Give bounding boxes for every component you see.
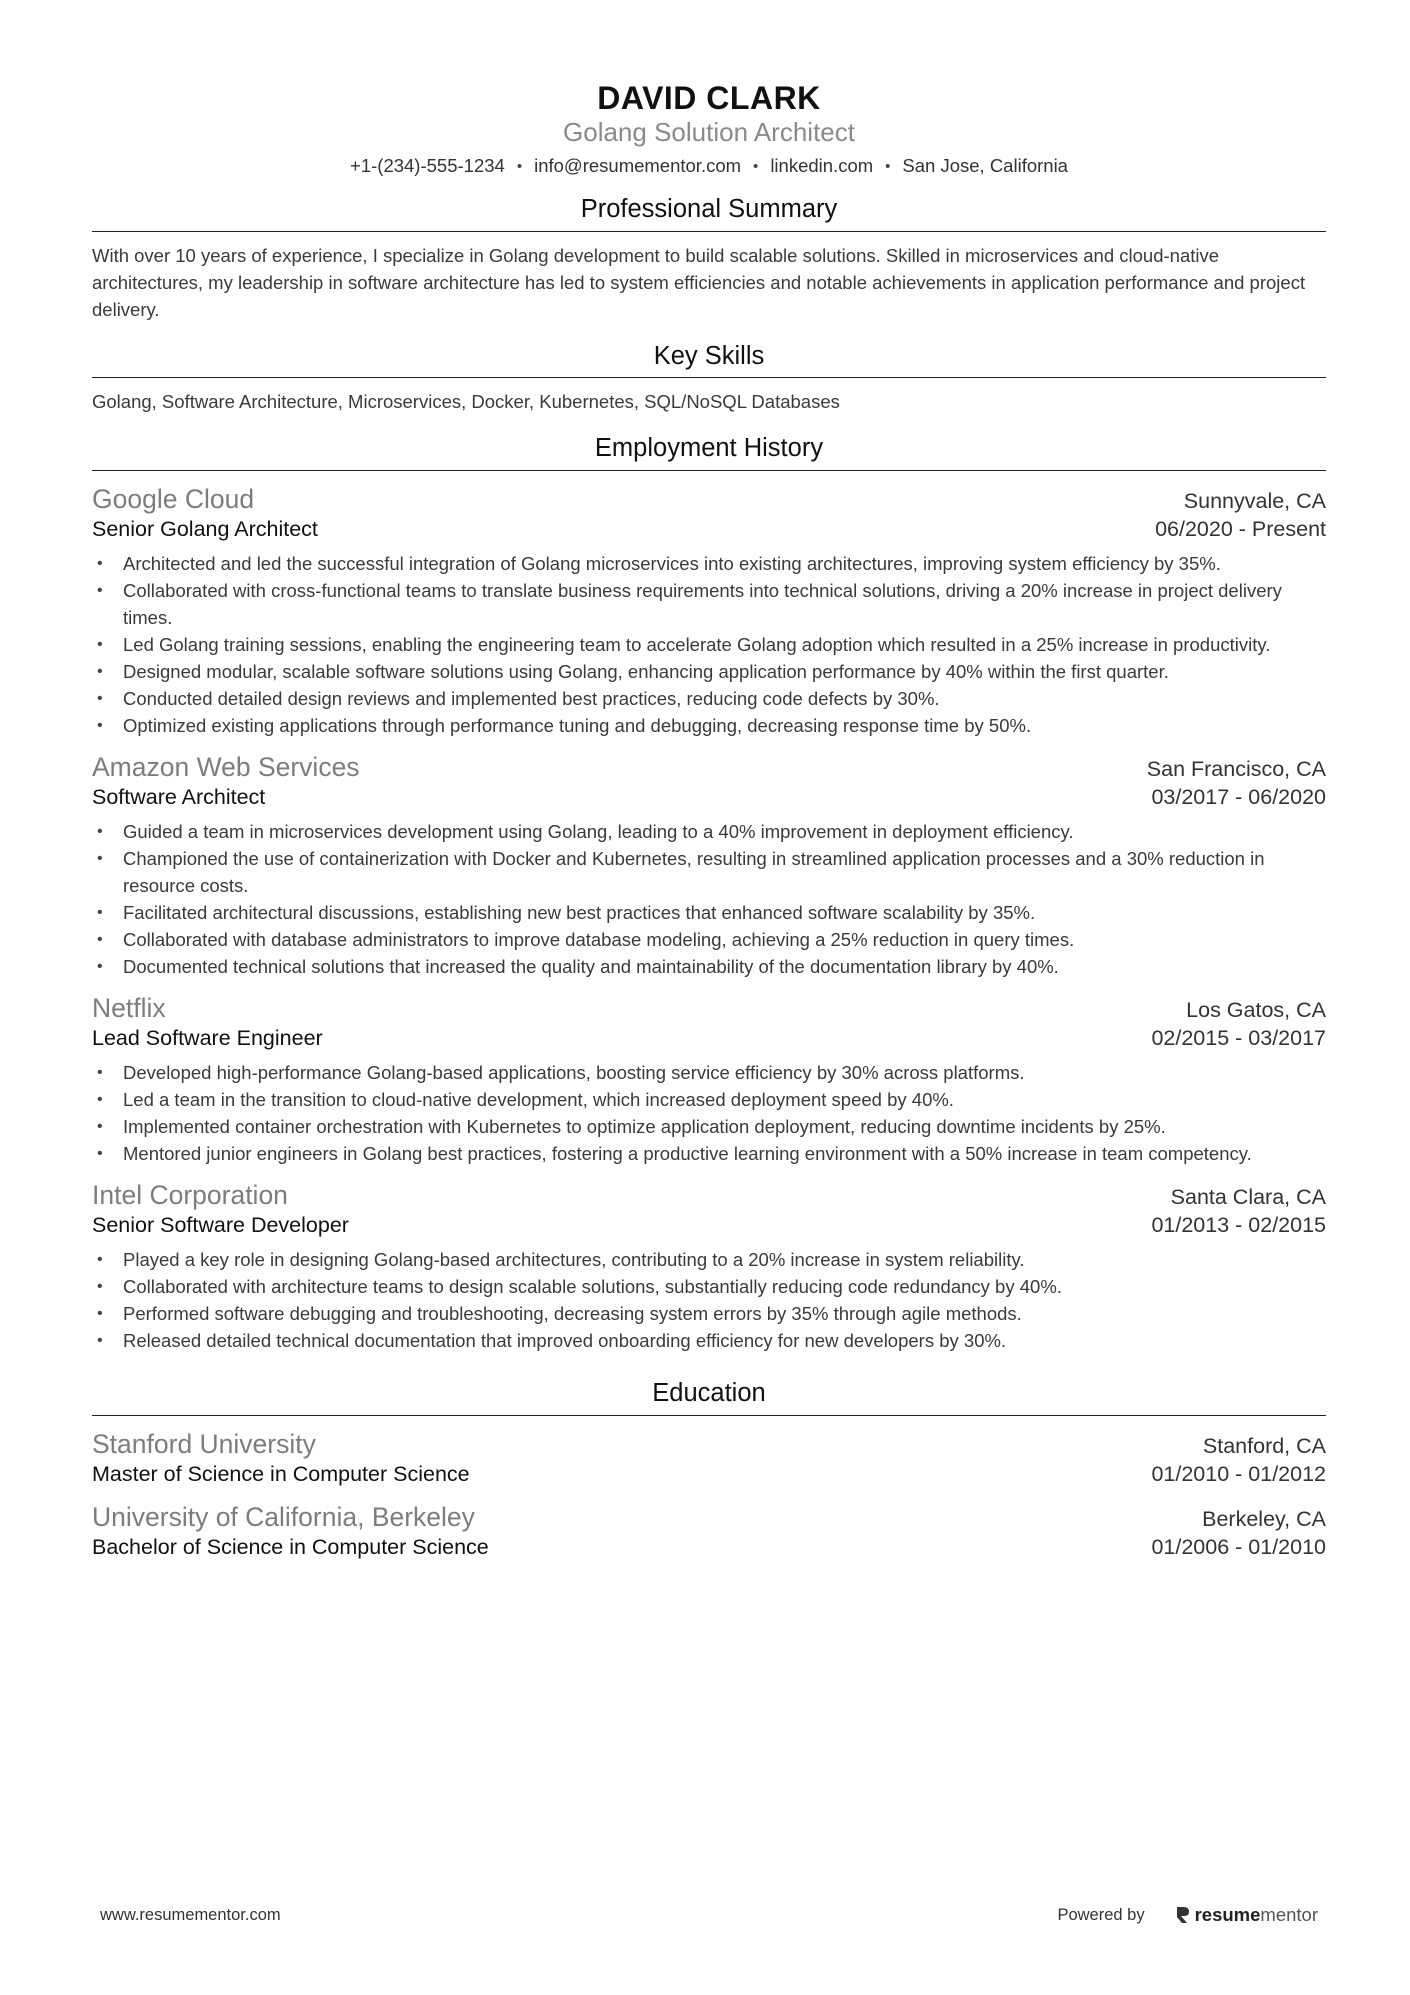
job-role-row — [92, 1025, 1326, 1053]
bullet-separator: • — [516, 157, 523, 175]
bullet-separator: • — [885, 157, 891, 175]
list-item: • Architected and led the successful integration of Golang microservices into existing architectures, improving system efficiency by 35%. — [92, 550, 1326, 577]
job-location: Los Gatos, CA — [1186, 997, 1326, 1022]
company-name: Amazon Web Services — [92, 751, 360, 782]
section-heading: Professional Summary — [92, 194, 1326, 232]
job-role: Senior Software Developer — [92, 1213, 349, 1238]
job-entry — [92, 751, 1326, 980]
bullet-separator: • — [753, 157, 759, 175]
list-item: • Led Golang training sessions, enabling the engineering team to accelerate Golang adoption which resulted in a 25% increase in productivity. — [92, 631, 1326, 658]
company-name: Netflix — [92, 992, 166, 1023]
candidate-title: Golang Solution Architect — [563, 116, 855, 147]
resume-header — [92, 80, 1326, 178]
list-item: • Mentored junior engineers in Golang best practices, fostering a productive learning environment with a 50% increase in team competency. — [92, 1140, 1326, 1167]
edu-dates: 01/2006 - 01/2010 — [1151, 1534, 1326, 1559]
edu-degree-row — [92, 1534, 1326, 1562]
list-item: • Conducted detailed design reviews and implemented best practices, reducing code defects by 30%. — [92, 685, 1326, 712]
list-item: • Released detailed technical documentation that improved onboarding efficiency for new developers by 30%. — [92, 1327, 1326, 1354]
job-dates: 01/2013 - 02/2015 — [1151, 1213, 1326, 1238]
job-bullets — [92, 550, 1326, 739]
skills-text: Golang, Software Architecture, Microservices, Docker, Kubernetes, SQL/NoSQL Databases — [92, 391, 840, 413]
candidate-name: DAVID CLARK — [597, 80, 821, 116]
education-list — [92, 1428, 1326, 1562]
job-header-row — [92, 992, 1326, 1025]
education-entry — [92, 1428, 1326, 1489]
list-item: • Led a team in the transition to cloud-native development, which increased deployment speed by 40%. — [92, 1086, 1326, 1113]
list-item: • Collaborated with architecture teams to design scalable solutions, substantially reducing code redundancy by 40%. — [92, 1273, 1326, 1300]
job-entry — [92, 1179, 1326, 1354]
job-bullets — [92, 1246, 1326, 1354]
job-entry — [92, 483, 1326, 739]
job-dates: 03/2017 - 06/2020 — [1151, 785, 1326, 809]
company-name: Google Cloud — [92, 483, 255, 514]
contact-linkedin[interactable]: linkedin.com — [770, 154, 874, 176]
list-item: • Championed the use of containerization with Docker and Kubernetes, resulting in streamlined application processes and a 30% reduction in resource costs. — [92, 845, 1326, 899]
summary-text: With over 10 years of experience, I specialize in Golang development to build scalable solutions. Skilled in microservices and cloud-native architectures, my leadership in software architecture has led to system efficiencies and notable achievements in application performance and project delivery. — [92, 244, 1306, 320]
list-item: • Performed software debugging and troubleshooting, decreasing system errors by 35% through agile methods. — [92, 1300, 1326, 1327]
list-item: • Optimized existing applications through performance tuning and debugging, decreasing response time by 50%. — [92, 712, 1326, 739]
job-role: Lead Software Engineer — [92, 1026, 323, 1051]
section-heading: Employment History — [92, 433, 1326, 471]
list-item: • Played a key role in designing Golang-based architectures, contributing to a 20% increase in system reliability. — [92, 1246, 1326, 1273]
list-item: • Facilitated architectural discussions, establishing new best practices that enhanced software scalability by 35%. — [92, 899, 1326, 926]
job-location: Sunnyvale, CA — [1183, 488, 1326, 513]
company-name: Intel Corporation — [92, 1180, 288, 1210]
education-section — [92, 1378, 1326, 1562]
page-footer — [100, 1904, 1318, 1926]
brand-name-bold: resume — [1194, 1904, 1261, 1925]
job-header-row — [92, 1179, 1326, 1212]
job-role-row — [92, 1212, 1326, 1240]
job-list — [92, 483, 1326, 1354]
job-location: Santa Clara, CA — [1170, 1185, 1326, 1209]
job-bullets — [92, 1059, 1326, 1167]
job-location: San Francisco, CA — [1146, 756, 1326, 781]
summary-section — [92, 194, 1326, 323]
brand-logo[interactable] — [1175, 1904, 1318, 1926]
section-heading: Education — [92, 1378, 1326, 1416]
job-entry — [92, 992, 1326, 1167]
school-location: Berkeley, CA — [1202, 1506, 1326, 1531]
edu-header-row — [92, 1428, 1326, 1461]
resumementor-logo-icon — [1175, 1905, 1191, 1925]
job-role: Software Architect — [92, 785, 266, 809]
powered-by-label: Powered by — [1057, 1905, 1145, 1924]
job-header-row — [92, 751, 1326, 784]
education-entry — [92, 1501, 1326, 1562]
degree: Master of Science in Computer Science — [92, 1461, 470, 1486]
degree: Bachelor of Science in Computer Science — [92, 1534, 489, 1559]
list-item: • Collaborated with cross-functional teams to translate business requirements into technical solutions, driving a 20% increase in project delivery times. — [92, 577, 1326, 631]
school-name: Stanford University — [92, 1428, 316, 1459]
footer-site-link[interactable]: www.resumementor.com — [100, 1905, 281, 1924]
contact-phone: +1-(234)-555-1234 — [350, 154, 505, 176]
school-location: Stanford, CA — [1202, 1433, 1326, 1458]
resume-page — [92, 80, 1326, 1562]
list-item: • Implemented container orchestration with Kubernetes to optimize application deployment, reducing downtime incidents by 25%. — [92, 1113, 1326, 1140]
job-dates: 02/2015 - 03/2017 — [1151, 1026, 1326, 1051]
list-item: • Collaborated with database administrators to improve database modeling, achieving a 25% reduction in query times. — [92, 926, 1326, 953]
list-item: • Designed modular, scalable software solutions using Golang, enhancing application performance by 40% within the first quarter. — [92, 658, 1326, 685]
powered-by — [1057, 1904, 1318, 1926]
employment-section — [92, 433, 1326, 1354]
job-bullets — [92, 818, 1326, 980]
edu-degree-row — [92, 1461, 1326, 1489]
contact-email[interactable]: info@resumementor.com — [534, 154, 742, 176]
brand-name-light: mentor — [1260, 1904, 1318, 1925]
contact-line — [92, 154, 1326, 178]
list-item: • Documented technical solutions that increased the quality and maintainability of the documentation library by 40%. — [92, 953, 1326, 980]
school-name: University of California, Berkeley — [92, 1501, 475, 1532]
edu-header-row — [92, 1501, 1326, 1534]
job-role: Senior Golang Architect — [92, 516, 318, 541]
job-role-row — [92, 784, 1326, 812]
contact-location: San Jose, California — [902, 154, 1068, 176]
job-dates: 06/2020 - Present — [1155, 516, 1326, 541]
edu-dates: 01/2010 - 01/2012 — [1151, 1461, 1326, 1486]
list-item: • Guided a team in microservices development using Golang, leading to a 40% improvement in deployment efficiency. — [92, 818, 1326, 845]
job-header-row — [92, 483, 1326, 516]
job-role-row — [92, 516, 1326, 544]
section-heading: Key Skills — [92, 341, 1326, 379]
list-item: • Developed high-performance Golang-based applications, boosting service efficiency by 30% across platforms. — [92, 1059, 1326, 1086]
skills-section — [92, 341, 1326, 416]
